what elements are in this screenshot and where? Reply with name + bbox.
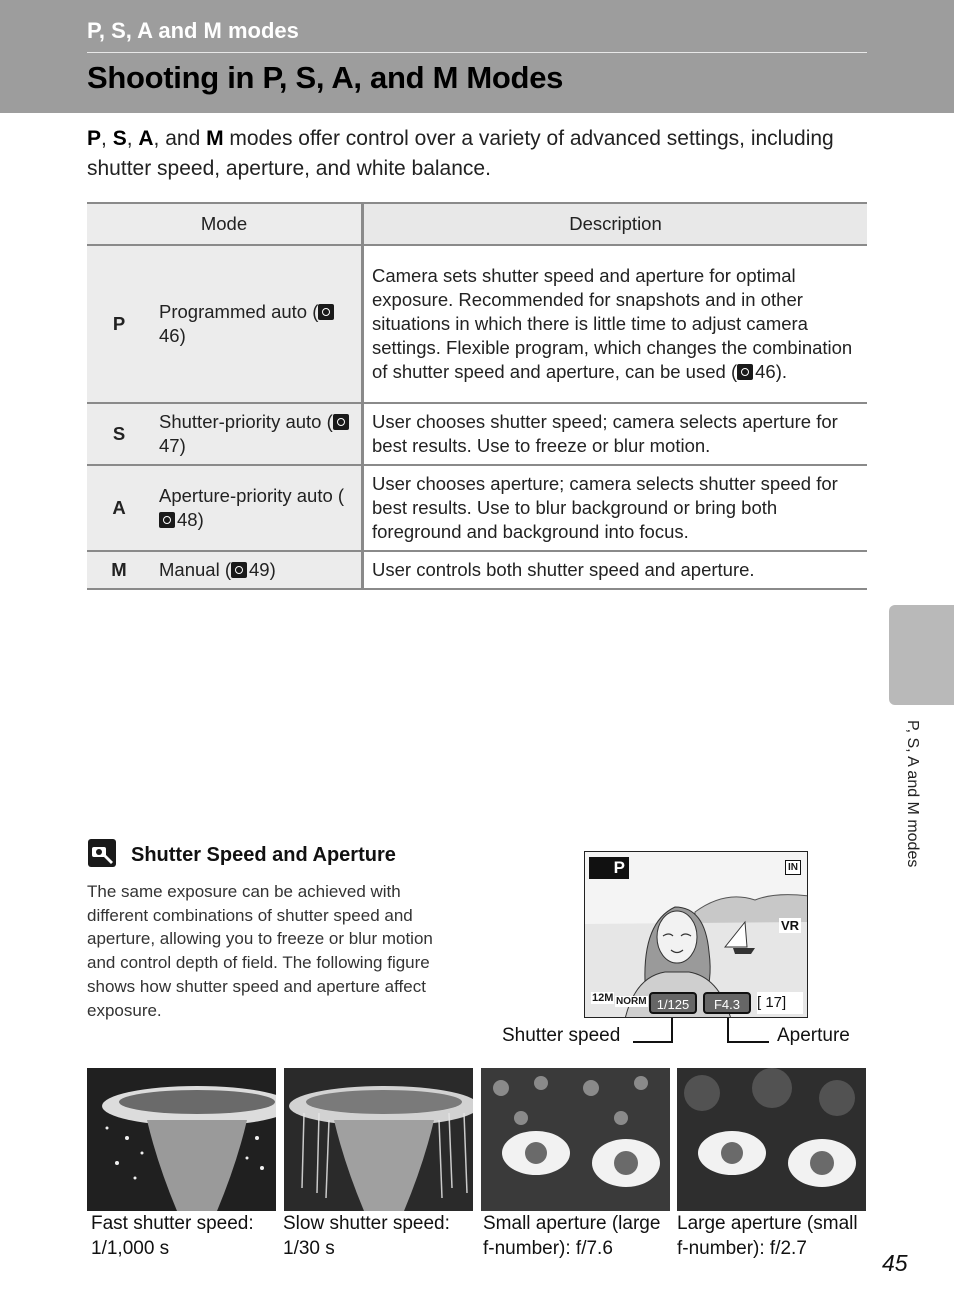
daisies-small-aperture-photo bbox=[481, 1068, 670, 1211]
mode-name-text: Aperture-priority auto ( bbox=[159, 485, 345, 506]
description-cell: User controls both shutter speed and aperture. bbox=[363, 551, 868, 589]
table-header-row bbox=[87, 203, 867, 245]
page-reference: 49 bbox=[248, 559, 270, 580]
shutter-callout-line bbox=[671, 1018, 673, 1042]
mode-name bbox=[151, 410, 361, 458]
caption-line: 1/1,000 s bbox=[91, 1238, 170, 1259]
mode-name-text: Shutter-priority auto ( bbox=[159, 411, 333, 432]
section-label: P, S, A and M modes bbox=[87, 18, 299, 43]
fountain-fast-photo bbox=[87, 1068, 276, 1211]
intro-mode-p: P bbox=[87, 127, 102, 150]
description-text: Camera sets shutter speed and aperture for optimal exposure. Recommended for snapshots and in other situations in which there is little time to adjust camera settings. Flexible program, which changes the combination of shutter speed and aperture, can be used ( bbox=[372, 265, 853, 382]
caption-line: Slow shutter speed: bbox=[283, 1213, 450, 1234]
description-close: ). bbox=[775, 361, 787, 382]
intro-mode-s: S bbox=[112, 127, 127, 150]
mode-letter: S bbox=[112, 423, 126, 444]
table-row bbox=[87, 403, 867, 465]
intro-text: modes offer control over a variety of advanced settings, including shutter speed, aperture, and white balance. bbox=[87, 127, 834, 180]
aperture-callout-line bbox=[727, 1018, 729, 1042]
caption-line: f-number): f/7.6 bbox=[483, 1238, 613, 1259]
shooting-mode-indicator: P bbox=[589, 857, 629, 879]
description-column-header: Description bbox=[363, 203, 868, 245]
chapter-tab-label: P, S, A and M modes bbox=[904, 720, 921, 868]
page-reference-icon bbox=[737, 364, 753, 380]
caption-line: Large aperture (small bbox=[677, 1213, 858, 1234]
intro-paragraph bbox=[87, 124, 867, 184]
modes-table bbox=[87, 202, 867, 590]
description-cell bbox=[363, 245, 868, 403]
mode-name bbox=[151, 558, 361, 582]
camera-monitor-illustration bbox=[584, 851, 808, 1018]
page-reference: 46 bbox=[159, 325, 180, 346]
mode-name-close: ) bbox=[179, 325, 186, 346]
page-number: 45 bbox=[882, 1250, 908, 1276]
description-cell: User chooses shutter speed; camera selects aperture for best results. Use to freeze or blur motion. bbox=[363, 403, 868, 465]
header-divider bbox=[87, 52, 867, 53]
intro-mode-a: A bbox=[138, 127, 154, 150]
mode-cell bbox=[87, 465, 363, 551]
shutter-speed-label: Shutter speed bbox=[502, 1025, 621, 1046]
aperture-label: Aperture bbox=[777, 1025, 850, 1046]
page-reference-icon bbox=[318, 304, 334, 320]
table-row bbox=[87, 245, 867, 403]
mode-name bbox=[151, 484, 361, 532]
caption-line: 1/30 s bbox=[283, 1238, 335, 1259]
camera-tip-icon bbox=[87, 838, 117, 868]
mode-column-header: Mode bbox=[87, 203, 363, 245]
note-body: The same exposure can be achieved with different combinations of shutter speed and aperture, allowing you to freeze or blur motion and control depth of field. The following figure shows how shutter speed and aperture affect exposure. bbox=[87, 882, 433, 1020]
exposures-remaining: [ 17] bbox=[757, 992, 803, 1014]
aperture-callout-line bbox=[727, 1041, 769, 1043]
vibration-reduction-icon: VR bbox=[780, 918, 799, 933]
description-cell: User chooses aperture; camera selects shutter speed for best results. Use to blur background or bring both foreground and background into focus. bbox=[363, 465, 868, 551]
page-reference: 48 bbox=[177, 509, 198, 530]
mode-name-close: ) bbox=[269, 559, 276, 580]
mode-name-text: Manual ( bbox=[159, 559, 231, 580]
photo-caption bbox=[283, 1211, 450, 1261]
photo-caption bbox=[91, 1211, 254, 1261]
caption-line: Fast shutter speed: bbox=[91, 1213, 254, 1234]
intro-sep: , and bbox=[153, 127, 207, 150]
mode-name-close: ) bbox=[197, 509, 204, 530]
caption-line: f-number): f/2.7 bbox=[677, 1238, 807, 1259]
table-row bbox=[87, 465, 867, 551]
fountain-slow-photo bbox=[284, 1068, 473, 1211]
note-title: Shutter Speed and Aperture bbox=[131, 844, 396, 866]
mode-letter: P bbox=[112, 313, 126, 334]
mode-name-text: Programmed auto ( bbox=[159, 301, 319, 322]
photo-caption bbox=[483, 1211, 660, 1261]
intro-sep: , bbox=[126, 127, 139, 150]
caption-line: Small aperture (large bbox=[483, 1213, 661, 1234]
mode-cell bbox=[87, 245, 363, 403]
page-header bbox=[0, 0, 954, 113]
page-reference-icon bbox=[333, 414, 349, 430]
intro-mode-m: M bbox=[206, 127, 224, 150]
aperture-readout: F4.3 bbox=[703, 992, 751, 1014]
mode-name bbox=[151, 300, 361, 348]
shutter-callout-line bbox=[633, 1041, 673, 1043]
mode-cell bbox=[87, 403, 363, 465]
mode-letter: M bbox=[111, 559, 127, 580]
page-reference: 46 bbox=[755, 361, 776, 382]
photo-caption bbox=[677, 1211, 858, 1261]
internal-memory-icon: IN bbox=[785, 860, 801, 875]
image-size-indicator: 12M bbox=[592, 992, 614, 1004]
mode-cell bbox=[87, 551, 363, 589]
table-row bbox=[87, 551, 867, 589]
image-quality-indicator: NORM bbox=[616, 996, 647, 1007]
page-title: Shooting in P, S, A, and M Modes bbox=[87, 60, 564, 95]
daisies-large-aperture-photo bbox=[677, 1068, 866, 1211]
page-reference-icon bbox=[231, 562, 247, 578]
intro-sep: , bbox=[101, 127, 113, 150]
shutter-speed-readout: 1/125 bbox=[649, 992, 697, 1014]
mode-letter: A bbox=[112, 497, 126, 518]
chapter-tab bbox=[889, 605, 954, 705]
page-reference: 47 bbox=[159, 435, 180, 456]
mode-name-close: ) bbox=[179, 435, 186, 456]
page-reference-icon bbox=[159, 512, 175, 528]
